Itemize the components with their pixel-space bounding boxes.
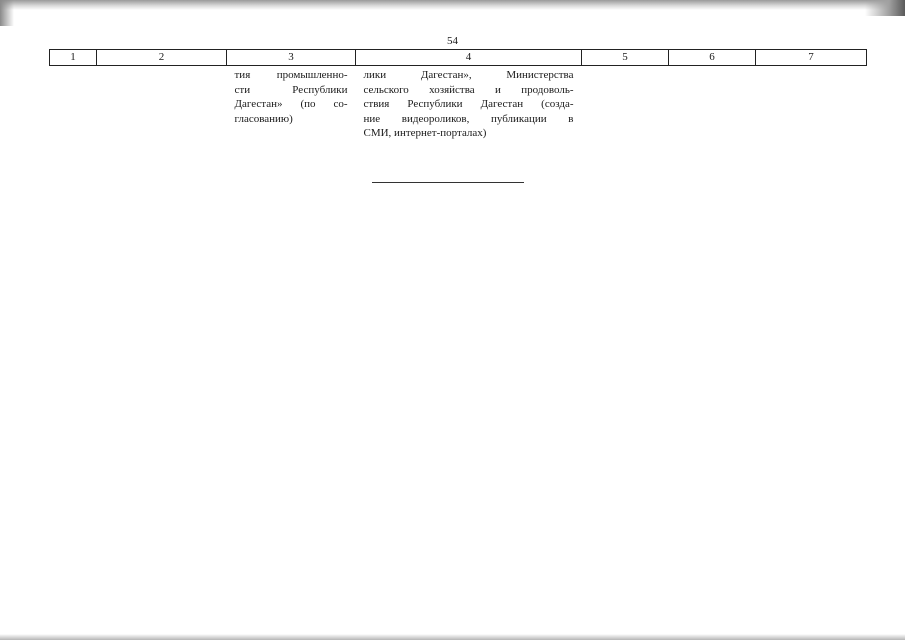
column-header-1: 1 [50,50,97,66]
cell-col-1 [50,66,97,141]
cell-col-3-line: сти Республики [234,83,348,96]
column-header-4: 4 [356,50,582,66]
cell-col-3-line: Дагестан» (по со- [234,98,348,110]
table-row [50,66,867,141]
cell-col-7 [756,66,867,141]
column-header-5: 5 [582,50,669,66]
page-number: 54 [447,35,458,47]
table-header-row [50,50,867,66]
column-header-2: 2 [97,50,227,66]
scan-corner-right [865,0,905,16]
cell-col-4 [356,66,582,141]
cell-col-4-line: СМИ, интернет-порталах) [363,127,487,139]
cell-col-4-line: ствия Республики Дагестан (созда- [363,98,574,110]
cell-col-3-line: тия промышленно- [234,69,348,81]
scan-edge-top [0,0,905,10]
column-header-7: 7 [756,50,867,66]
cell-col-4-line: сельского хозяйства и продоволь- [363,83,574,96]
end-separator-line [372,182,524,183]
cell-col-3-line: гласованию) [234,112,293,125]
cell-col-4-line: ние видеороликов, публикации в [363,112,574,125]
cell-col-2 [97,66,227,141]
column-header-6: 6 [669,50,756,66]
scan-edge-bottom [0,634,905,640]
column-header-3: 3 [227,50,356,66]
document-table [49,49,867,141]
scan-corner-left [0,0,14,26]
cell-col-4-line: лики Дагестан», Министерства [363,69,574,81]
cell-col-3 [227,66,356,141]
cell-col-5 [582,66,669,141]
cell-col-6 [669,66,756,141]
